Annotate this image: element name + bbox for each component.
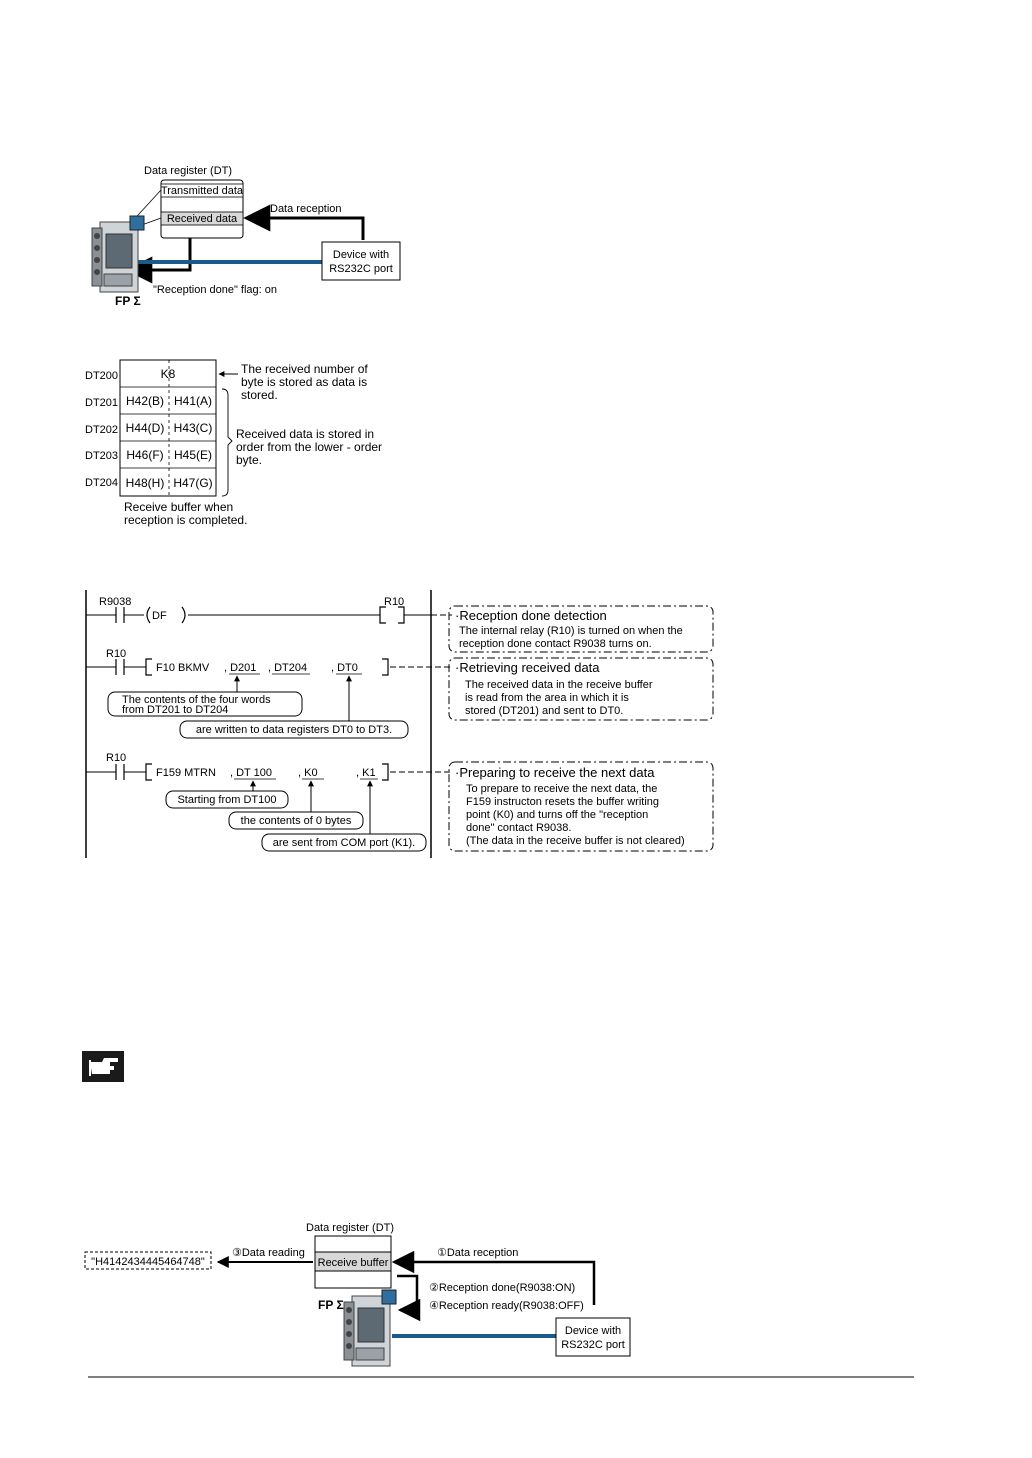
d2-note1-line2: byte is stored as data is [241,375,368,389]
d1-reception-label: Data reception [270,203,342,215]
rung1-coil-r10 [380,607,386,623]
d4-register-title: Data register (DT) [306,1222,395,1234]
rung2-bubble2-text: are written to data registers DT0 to DT3. [195,724,393,736]
d4-data-reading-label: ③Data reading [232,1247,305,1259]
d2-val-dt200: K8 [160,367,176,381]
rung3-op3: , K1 [356,767,376,779]
d4-device-line1: Device with [564,1325,622,1337]
diagram-data-reception [92,165,400,308]
d1-device-line2: RS232C port [329,263,393,275]
d2-reg-dt200: DT200 [85,370,119,382]
rung3-op1: , DT 100 [230,767,272,779]
d4-reception-done-label: ②Reception done(R9038:ON) [429,1282,576,1294]
rung3-instruction-box [146,764,152,780]
d2-high-dt201: H42(B) [125,394,165,408]
note3-line3: point (K0) and turns off the "reception [466,809,649,821]
rung2-op1: , D201 [224,662,257,674]
rung3-bubble4-text: the contents of 0 bytes [240,815,352,827]
d2-reg-dt204: DT204 [85,477,119,489]
rung1-df-label: DF [152,610,167,622]
rung3-instr-label: F159 MTRN [156,767,216,779]
diagram-receive-buffer-flow [85,1222,630,1366]
d1-transmitted-label: Transmitted data [160,185,244,197]
rung2-bubble1-line2: from DT201 to DT204 [122,704,229,716]
rung1-df-instruction [182,607,185,623]
rung1-contact-label: R9038 [99,596,132,608]
note2-title: ·Retrieving received data [455,660,600,675]
note1-line1: The internal relay (R10) is turned on when the [459,625,683,637]
d1-flag-label: "Reception done" flag: on [153,284,278,296]
d2-note2-line1: Received data is stored in [236,427,375,441]
d2-caption-line2: reception is completed. [124,513,248,527]
diagram-receive-buffer [85,360,382,527]
note3-line1: To prepare to receive the next data, the [466,783,658,795]
note3-line2: F159 instructon resets the buffer writing [466,796,660,808]
d1-plc-device-icon [92,216,144,292]
d2-note2-line3: byte. [236,453,263,467]
d2-low-dt202: H43(C) [173,421,213,435]
rung2-op2: , DT204 [268,662,308,674]
d4-reception-ready-label: ④Reception ready(R9038:OFF) [429,1300,584,1312]
d2-low-dt204: H47(G) [173,476,213,490]
d2-reg-dt202: DT202 [85,424,119,436]
note1-line2: reception done contact R9038 turns on. [459,638,652,650]
d2-brace [222,389,232,496]
d2-reg-dt201: DT201 [85,397,119,409]
note3-line5: (The data in the receive buffer is not cleared) [466,835,685,847]
note3-title: ·Preparing to receive the next data [455,765,655,780]
rung3-bubble3-text: Starting from DT100 [177,794,277,806]
note2-line3: stored (DT201) and sent to DT0. [465,705,624,717]
rung2-instruction-box [146,659,152,675]
d4-device-line2: RS232C port [561,1339,625,1351]
d2-note1-line3: stored. [241,388,278,402]
note2-line2: is read from the area in which it is [465,692,629,704]
d2-high-dt203: H46(F) [126,448,164,462]
pointing-hand-icon [82,1051,124,1082]
d2-caption-line1: Receive buffer when [124,500,234,514]
rung3-op2: , K0 [298,767,318,779]
rung2-instr-label: F10 BKMV [156,662,210,674]
d4-fp-label: FP Σ [318,1298,344,1312]
d1-device-line1: Device with [332,249,390,261]
rung3-contact-label: R10 [106,752,127,764]
d2-low-dt203: H45(E) [173,448,213,462]
rung2-contact-label: R10 [106,648,127,660]
rung2-bubble1-line1: The contents of the four words [122,694,271,706]
d4-receive-buffer-label: Receive buffer [317,1257,389,1269]
d4-data-reception-label: ①Data reception [437,1247,519,1259]
d2-high-dt202: H44(D) [125,421,165,435]
note3-line4: done" contact R9038. [466,822,572,834]
rung2-op3: , DT0 [331,662,358,674]
ladder-diagram [86,590,713,858]
rung1-coil-label: R10 [384,596,405,608]
d1-register-title: Data register (DT) [144,165,233,177]
d4-output-value: "H4142434445464748" [91,1256,205,1268]
rung3-bubble5-text: are sent from COM port (K1). [272,837,416,849]
d2-note2-line2: order from the lower - order [236,440,383,454]
d2-high-dt204: H48(H) [125,476,165,490]
note1-title: ·Reception done detection [455,608,607,623]
d2-note1-line1: The received number of [241,362,368,376]
d4-done-arrow [397,1276,417,1310]
d1-fp-label: FP Σ [115,294,141,308]
d1-received-label: Received data [166,213,238,225]
d2-reg-dt203: DT203 [85,450,119,462]
note2-line1: The received data in the receive buffer [465,679,653,691]
d2-low-dt201: H41(A) [173,394,213,408]
d1-reception-arrow [246,218,363,240]
d4-plc-device-icon [344,1290,396,1366]
